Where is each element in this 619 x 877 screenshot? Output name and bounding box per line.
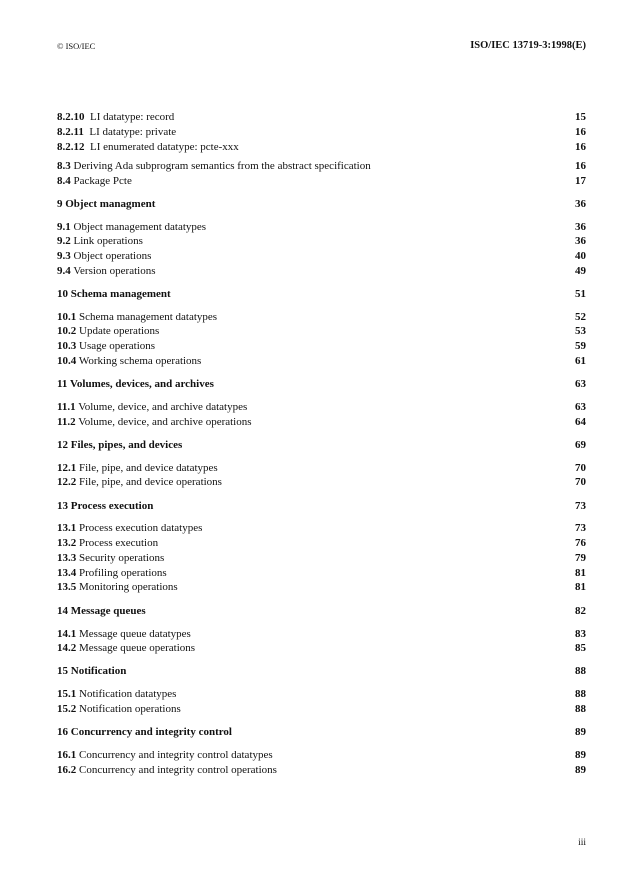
toc-chapter-page: 69: [575, 439, 586, 451]
toc-entry-number: 8.2.11: [57, 126, 84, 138]
toc-entry[interactable]: [57, 263, 586, 279]
toc-entry[interactable]: [57, 109, 586, 125]
copyright-header: © ISO/IEC: [57, 41, 96, 51]
toc-chapter-title: Process execution: [70, 500, 154, 512]
toc-entry[interactable]: [57, 579, 586, 595]
toc-entry-page: 83: [575, 628, 586, 640]
toc-entry-title: Deriving Ada subprogram semantics from the abstract specification: [73, 160, 371, 172]
standard-number-header: ISO/IEC 13719-3:1998(E): [470, 40, 586, 51]
toc-entry-page: 49: [575, 265, 586, 277]
toc-entry-title: LI datatype: record: [90, 111, 175, 123]
toc-entry-title: Version operations: [73, 265, 156, 277]
toc-entry-page: 15: [575, 111, 586, 123]
toc-entry-title: Concurrency and integrity control datatypes: [79, 749, 273, 761]
toc-entry-page: 73: [575, 522, 586, 534]
toc-chapter-title: Concurrency and integrity control: [70, 726, 232, 738]
toc-entry-title: Volume, device, and archive datatypes: [78, 401, 248, 413]
toc-chapter[interactable]: [57, 498, 586, 514]
toc-entry-number: 9.2: [57, 235, 71, 247]
toc-chapter[interactable]: [57, 376, 586, 392]
toc-entry-number: 13.4: [57, 567, 77, 579]
toc-entry-page: 16: [575, 141, 586, 153]
toc-entry-number: 8.2.12: [57, 141, 85, 153]
toc-entry-title: Process execution: [79, 537, 159, 549]
toc-chapter-page: 73: [575, 500, 586, 512]
toc-chapter-title: Notification: [70, 665, 127, 677]
toc-entry[interactable]: [57, 139, 586, 155]
toc-entry[interactable]: [57, 550, 586, 566]
toc-entry-number: 13.5: [57, 581, 77, 593]
toc-chapter-page: 82: [575, 605, 586, 617]
toc-chapter-title: Schema management: [70, 288, 171, 300]
toc-entry-title: Notification operations: [79, 703, 181, 715]
toc-entry-title: Security operations: [79, 552, 165, 564]
toc-chapter-number: 16: [57, 726, 68, 738]
toc-entry[interactable]: [57, 640, 586, 656]
toc-entry-number: 15.2: [57, 703, 77, 715]
toc-entry-number: 14.1: [57, 628, 77, 640]
toc-entry-number: 9.4: [57, 265, 71, 277]
toc-entry-title: Usage operations: [79, 340, 156, 352]
toc-entry-title: Link operations: [73, 235, 143, 247]
toc-entry-number: 9.3: [57, 250, 71, 262]
toc-entry-number: 13.1: [57, 522, 77, 534]
toc-entry-page: 79: [575, 552, 586, 564]
toc-entry-page: 70: [575, 476, 586, 488]
toc-chapter[interactable]: [57, 437, 586, 453]
toc-chapter-page: 51: [575, 288, 586, 300]
toc-chapter-number: 10: [57, 288, 68, 300]
toc-entry-page: 53: [575, 325, 586, 337]
toc-entry-title: Monitoring operations: [79, 581, 178, 593]
toc-entry-number: 13.3: [57, 552, 77, 564]
toc-chapter-number: 13: [57, 500, 68, 512]
toc-entry-title: LI enumerated datatype: pcte-xxx: [90, 141, 239, 153]
toc-entry-number: 16.2: [57, 764, 77, 776]
toc-entry-title: Object operations: [73, 250, 152, 262]
toc-entry-page: 36: [575, 235, 586, 247]
toc-entry-page: 64: [575, 416, 586, 428]
toc-entry-page: 81: [575, 567, 586, 579]
toc-chapter[interactable]: [57, 286, 586, 302]
toc-entry-number: 16.1: [57, 749, 77, 761]
toc-entry[interactable]: [57, 747, 586, 763]
toc-entry-page: 59: [575, 340, 586, 352]
toc-entry-page: 89: [575, 749, 586, 761]
toc-entry[interactable]: [57, 474, 586, 490]
toc-entry[interactable]: [57, 353, 586, 369]
toc-chapter-title: Files, pipes, and devices: [70, 439, 183, 451]
toc-entry-number: 10.3: [57, 340, 77, 352]
toc-chapter[interactable]: [57, 663, 586, 679]
toc-entry-number: 8.4: [57, 175, 71, 187]
toc-entry[interactable]: [57, 158, 586, 174]
toc-entry-page: 76: [575, 537, 586, 549]
toc-chapter-number: 12: [57, 439, 68, 451]
toc-entry-title: Package Pcte: [73, 175, 132, 187]
toc-entry-page: 40: [575, 250, 586, 262]
toc-entry-page: 63: [575, 401, 586, 413]
toc-entry-title: Schema management datatypes: [79, 311, 218, 323]
toc-entry-page: 16: [575, 160, 586, 172]
toc-entry-number: 12.1: [57, 462, 77, 474]
toc-entry-title: Object management datatypes: [73, 221, 207, 233]
toc-entry-number: 12.2: [57, 476, 77, 488]
toc-entry-title: Volume, device, and archive operations: [78, 416, 252, 428]
toc-entry[interactable]: [57, 124, 586, 140]
toc-entry-title: Update operations: [79, 325, 160, 337]
toc-entry-title: File, pipe, and device operations: [79, 476, 222, 488]
toc-entry-number: 11.2: [57, 416, 76, 428]
toc-entry-page: 52: [575, 311, 586, 323]
toc-chapter-title: Volumes, devices, and archives: [69, 378, 214, 390]
toc-entry[interactable]: [57, 323, 586, 339]
toc-entry-number: 10.1: [57, 311, 77, 323]
toc-chapter-page: 89: [575, 726, 586, 738]
toc-entry[interactable]: [57, 399, 586, 415]
toc-chapter-page: 36: [575, 198, 586, 210]
toc-entry-number: 11.1: [57, 401, 76, 413]
toc-entry[interactable]: [57, 173, 586, 189]
toc-entry-number: 8.2.10: [57, 111, 85, 123]
toc-entry-title: Process execution datatypes: [79, 522, 203, 534]
toc-entry-title: Message queue datatypes: [79, 628, 191, 640]
toc-entry[interactable]: [57, 535, 586, 551]
toc-chapter-number: 9: [57, 198, 63, 210]
toc-chapter[interactable]: [57, 196, 586, 212]
toc-entry-title: Notification datatypes: [79, 688, 177, 700]
toc-entry[interactable]: [57, 686, 586, 702]
toc-chapter-page: 88: [575, 665, 586, 677]
toc-entry-number: 14.2: [57, 642, 77, 654]
toc-chapter[interactable]: [57, 603, 586, 619]
toc-entry-title: Profiling operations: [79, 567, 167, 579]
page-number: iii: [578, 838, 586, 848]
toc-entry-number: 8.3: [57, 160, 71, 172]
toc-entry-number: 10.4: [57, 355, 77, 367]
table-of-contents: [57, 0, 586, 877]
toc-entry-page: 36: [575, 221, 586, 233]
toc-entry-page: 81: [575, 581, 586, 593]
toc-entry-title: LI datatype: private: [89, 126, 177, 138]
toc-entry-number: 9.1: [57, 221, 71, 233]
toc-entry-number: 10.2: [57, 325, 77, 337]
toc-chapter[interactable]: [57, 724, 586, 740]
toc-entry[interactable]: [57, 338, 586, 354]
toc-chapter-title: Message queues: [70, 605, 146, 617]
toc-entry-page: 88: [575, 703, 586, 715]
toc-entry-page: 17: [575, 175, 586, 187]
toc-chapter-number: 11: [57, 378, 68, 390]
toc-entry-title: File, pipe, and device datatypes: [79, 462, 218, 474]
toc-entry-page: 89: [575, 764, 586, 776]
toc-entry[interactable]: [57, 701, 586, 717]
toc-entry[interactable]: [57, 520, 586, 536]
toc-entry-title: Concurrency and integrity control operations: [79, 764, 277, 776]
toc-entry[interactable]: [57, 414, 586, 430]
toc-entry-title: Working schema operations: [78, 355, 202, 367]
toc-chapter-number: 14: [57, 605, 68, 617]
toc-entry-page: 88: [575, 688, 586, 700]
toc-entry-title: Message queue operations: [79, 642, 196, 654]
toc-chapter-number: 15: [57, 665, 68, 677]
toc-entry[interactable]: [57, 233, 586, 249]
toc-entry-page: 61: [575, 355, 586, 367]
toc-entry-page: 70: [575, 462, 586, 474]
toc-entry[interactable]: [57, 248, 586, 264]
toc-chapter-page: 63: [575, 378, 586, 390]
toc-entry[interactable]: [57, 762, 586, 778]
toc-entry-page: 85: [575, 642, 586, 654]
toc-entry-number: 15.1: [57, 688, 77, 700]
toc-chapter-title: Object managment: [65, 198, 156, 210]
toc-entry-number: 13.2: [57, 537, 77, 549]
toc-entry-page: 16: [575, 126, 586, 138]
